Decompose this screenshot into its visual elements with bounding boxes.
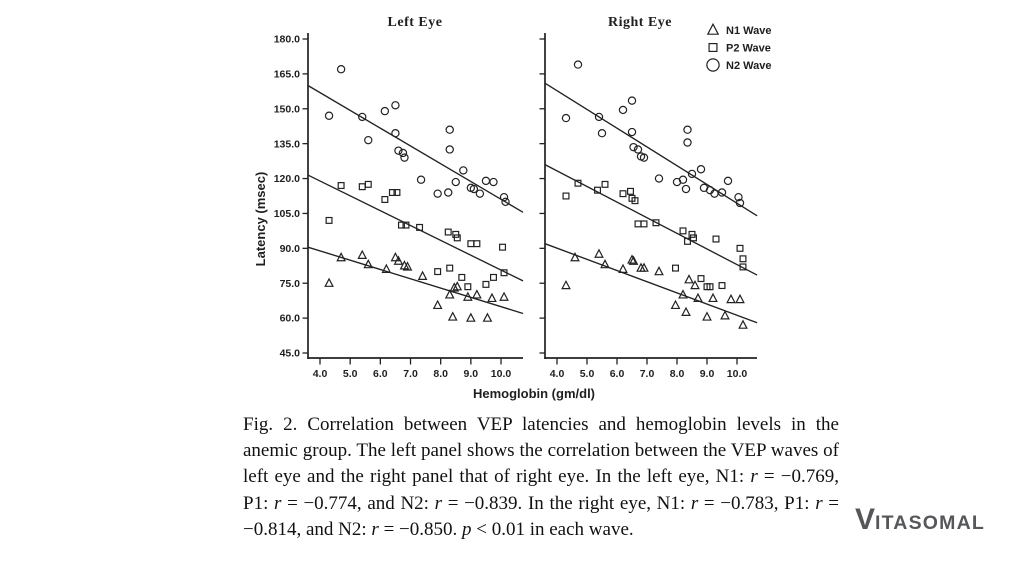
legend-label: N1 Wave [726,25,772,37]
x-tick-label: 5.0 [342,368,358,380]
x-tick-label: 4.0 [312,368,328,380]
x-tick-label: 7.0 [403,368,418,380]
x-tick-label: 10.0 [726,368,748,380]
vep-correlation-figure [245,5,845,410]
x-tick-label: 8.0 [433,368,448,380]
x-tick-label: 4.0 [549,368,565,380]
logo-letter-v: V [855,503,876,536]
panel-right-eye [540,15,758,380]
y-tick-label: 135.0 [273,138,300,151]
x-tick-label: 10.0 [490,368,512,380]
x-tick-label: 9.0 [463,368,479,380]
y-tick-label: 120.0 [273,173,300,186]
x-tick-label: 9.0 [699,368,715,380]
panel-left-eye [274,15,523,380]
y-tick-label: 45.0 [279,347,300,360]
x-tick-label: 6.0 [609,368,625,380]
legend-label: P2 Wave [726,42,771,55]
y-tick-label: 180.0 [273,33,300,46]
y-tick-label: 90.0 [279,242,300,255]
series-n2-wave [545,61,757,216]
y-tick-label: 165.0 [273,68,300,81]
x-tick-label: 5.0 [579,368,595,380]
y-tick-label: 60.0 [279,312,300,325]
y-tick-label: 150.0 [273,103,300,116]
x-tick-label: 6.0 [373,368,388,380]
series-n1-wave [308,247,523,321]
figure-caption: Fig. 2. Correlation between VEP latencies and hemoglobin levels in the anemic group. The left panel shows the correlation between the VEP waves of left eye and the right panel that of right eye. In the left eye, N1: r = −0.769, P1: r = −0.774, and N2: r = −0.839. In the right eye, N1: r = −0.783, P1: r = −0.814, and N2: r = −0.850. p < 0.01 in each wave. [243,414,840,540]
y-tick-label: 75.0 [279,277,300,290]
panel-title: Left Eye [387,15,443,30]
panel-title: Right Eye [608,15,672,30]
logo-wordmark: ITASOMAL [875,512,985,534]
legend-label: N2 Wave [726,60,772,72]
y-tick-label: 105.0 [273,208,300,221]
vitasomal-logo [855,503,985,537]
series-p2-wave [308,175,523,290]
x-tick-label: 8.0 [669,368,685,380]
y-axis-label: Latency (msec) [253,171,268,267]
x-axis-label: Hemoglobin (gm/dl) [472,386,596,401]
x-tick-label: 7.0 [639,368,655,380]
scatter-chart-svg [245,5,845,410]
legend [707,24,772,72]
